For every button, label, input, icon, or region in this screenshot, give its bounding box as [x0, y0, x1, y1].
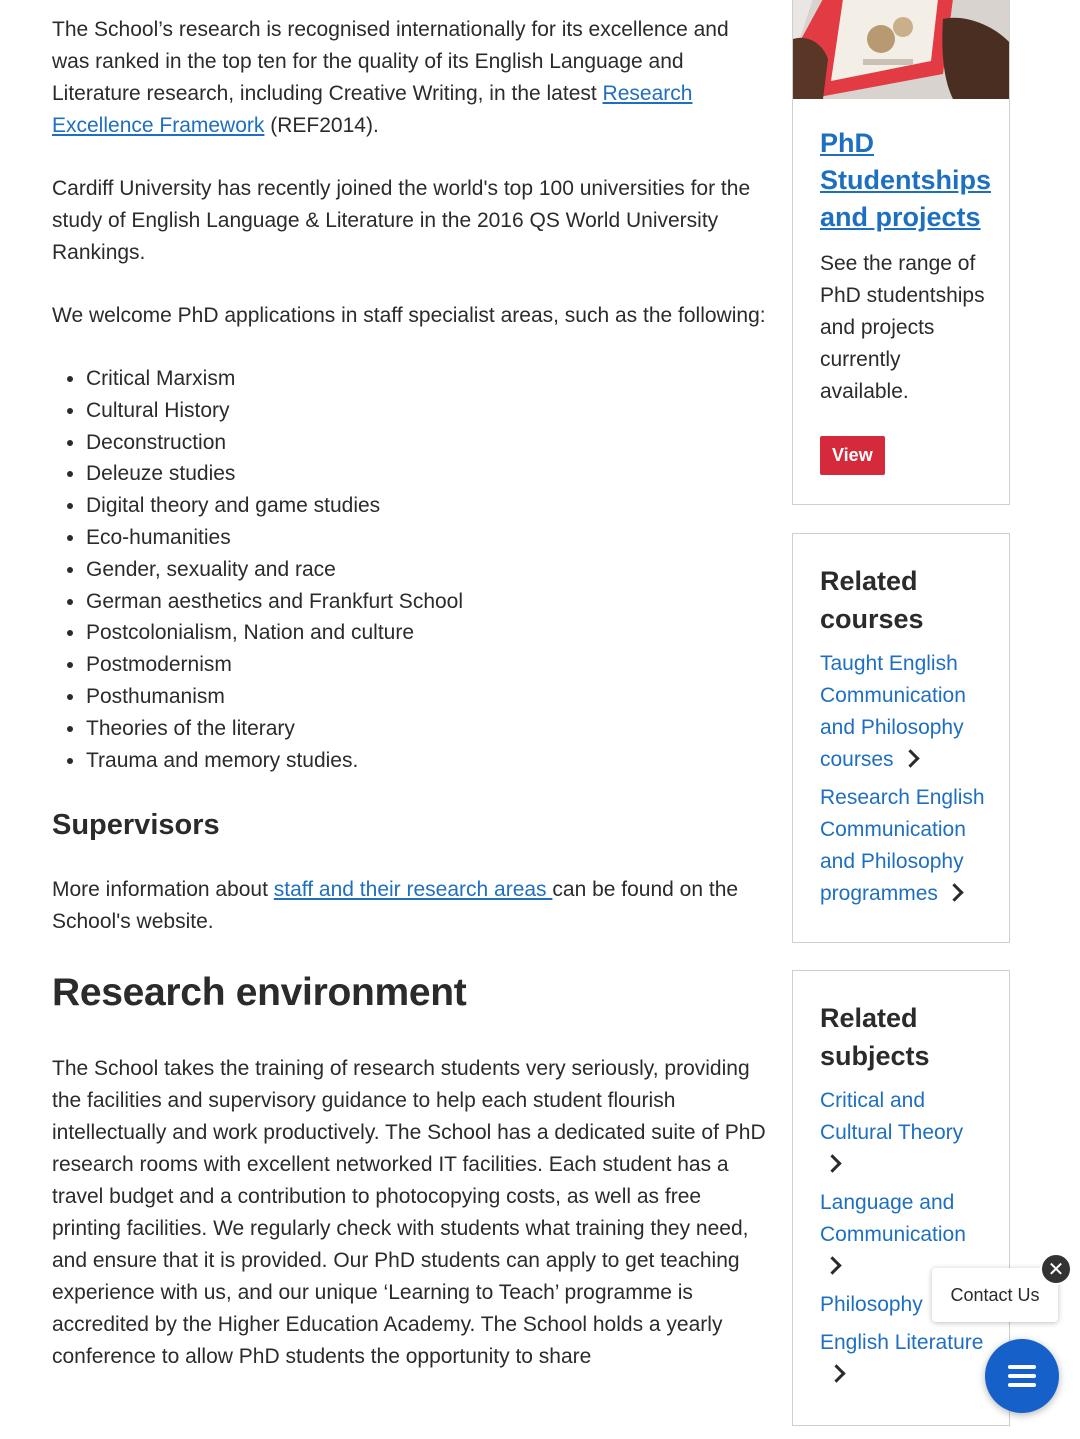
menu-icon-bar	[1008, 1374, 1036, 1378]
staff-research-link[interactable]: staff and their research areas	[273, 878, 553, 902]
view-button[interactable]: View	[820, 436, 885, 475]
list-item: • Critical Marxism	[86, 363, 767, 395]
related-subjects-list	[820, 1085, 989, 1391]
menu-fab-button[interactable]	[985, 1339, 1059, 1413]
list-item: • Digital theory and game studies	[86, 490, 767, 522]
ref-link[interactable]: Research Excellence Framework	[52, 82, 693, 137]
chevron-row	[820, 1149, 989, 1181]
contact-us-bubble[interactable]: Contact Us	[932, 1268, 1058, 1322]
list-item: • Postcolonialism, Nation and culture	[86, 617, 767, 649]
english-literature-link[interactable]	[820, 1331, 983, 1354]
menu-icon-bar	[1008, 1365, 1036, 1369]
welcome-paragraph: We welcome PhD applications in staff specialist areas, such as the following:	[52, 304, 766, 327]
chevron-right-icon	[823, 1154, 841, 1172]
list-item: • Cultural History	[86, 395, 767, 427]
research-programmes-link[interactable]	[820, 786, 985, 905]
related-subjects-heading: Related subjects	[820, 1003, 930, 1071]
phd-studentships-title	[820, 125, 992, 236]
list-item: • Deleuze studies	[86, 458, 767, 490]
intro-paragraph	[52, 14, 767, 142]
critical-cultural-theory-link[interactable]	[820, 1089, 963, 1144]
list-item: • Eco-humanities	[86, 522, 767, 554]
research-environment-heading: Research environment	[52, 971, 467, 1015]
supervisors-text: More information about	[52, 878, 274, 902]
related-courses-heading: Related courses	[820, 566, 924, 634]
list-item	[820, 1327, 989, 1391]
close-icon[interactable]: ✕	[1040, 1253, 1072, 1285]
list-item: • Theories of the literary	[86, 713, 767, 745]
list-item	[820, 782, 989, 910]
menu-icon-bar	[1008, 1383, 1036, 1387]
taught-courses-link[interactable]	[820, 652, 966, 771]
language-communication-link[interactable]	[820, 1191, 966, 1246]
chevron-right-icon	[945, 883, 963, 901]
intro-text-end: (REF2014).	[264, 114, 379, 137]
phd-studentships-link[interactable]: PhD Studentships and projects	[820, 128, 992, 232]
tablet-photo	[793, 0, 1009, 99]
related-subjects-card	[792, 970, 1010, 1426]
intro-text: The School’s research is recognised internationally for its excellence and was ranked in the top ten for the quality of its English Language and Literature research, including Creative Writing, in the latest	[52, 18, 729, 105]
phd-studentships-card	[792, 0, 1010, 505]
list-item: • Gender, sexuality and race	[86, 554, 767, 586]
language-communication-label: Language and Communication	[820, 1191, 966, 1246]
supervisors-paragraph	[52, 874, 767, 938]
specialist-areas-list	[52, 363, 767, 776]
chevron-right-icon	[901, 749, 919, 767]
english-literature-label: English Literature	[820, 1331, 984, 1354]
list-item	[820, 648, 989, 776]
list-item: • Trauma and memory studies.	[86, 745, 767, 777]
supervisors-heading: Supervisors	[52, 809, 220, 842]
critical-cultural-theory-label: Critical and Cultural Theory	[820, 1089, 964, 1144]
related-courses-list	[820, 648, 989, 910]
research-environment-paragraph: The School takes the training of research students very seriously, providing the facilities and supervisory guidance to help each student flourish intellectually and work productively. The School has a dedicated suite of PhD research rooms with excellent networked IT facilities. Each student has a travel budget and a contribution to photocopying costs, as well as free printing facilities. We regularly check with students what training they need, and ensure that it is provided. Our PhD students can apply to get teaching experience with us, and our unique ‘Learning to Teach’ programme is accredited by the Higher Education Academy. The School holds a yearly conference to allow PhD students the opportunity to share	[52, 1057, 766, 1369]
related-courses-card	[792, 533, 1010, 943]
list-item: • German aesthetics and Frankfurt School	[86, 586, 767, 618]
rankings-paragraph: Cardiff University has recently joined the world's top 100 universities for the study of English Language & Literature in the 2016 QS World University Rankings.	[52, 177, 751, 264]
supervisors-text-end: can be found on the School's website.	[52, 878, 739, 934]
list-item: • Deconstruction	[86, 427, 767, 459]
philosophy-link[interactable]: Philosophy	[820, 1293, 923, 1316]
tablet-photo-image	[793, 0, 1009, 99]
main-content	[52, 14, 767, 1404]
phd-studentships-description: See the range of PhD studentships and projects currently available.	[820, 252, 985, 403]
list-item: • Posthumanism	[86, 681, 767, 713]
taught-courses-label: Taught English Communication and Philosophy courses	[820, 652, 966, 771]
chevron-right-icon	[823, 1256, 841, 1274]
list-item: • Postmodernism	[86, 649, 767, 681]
chevron-right-icon	[827, 1364, 845, 1382]
research-programmes-label: Research English Communication and Philosophy programmes	[820, 786, 985, 905]
list-item	[820, 1085, 989, 1181]
